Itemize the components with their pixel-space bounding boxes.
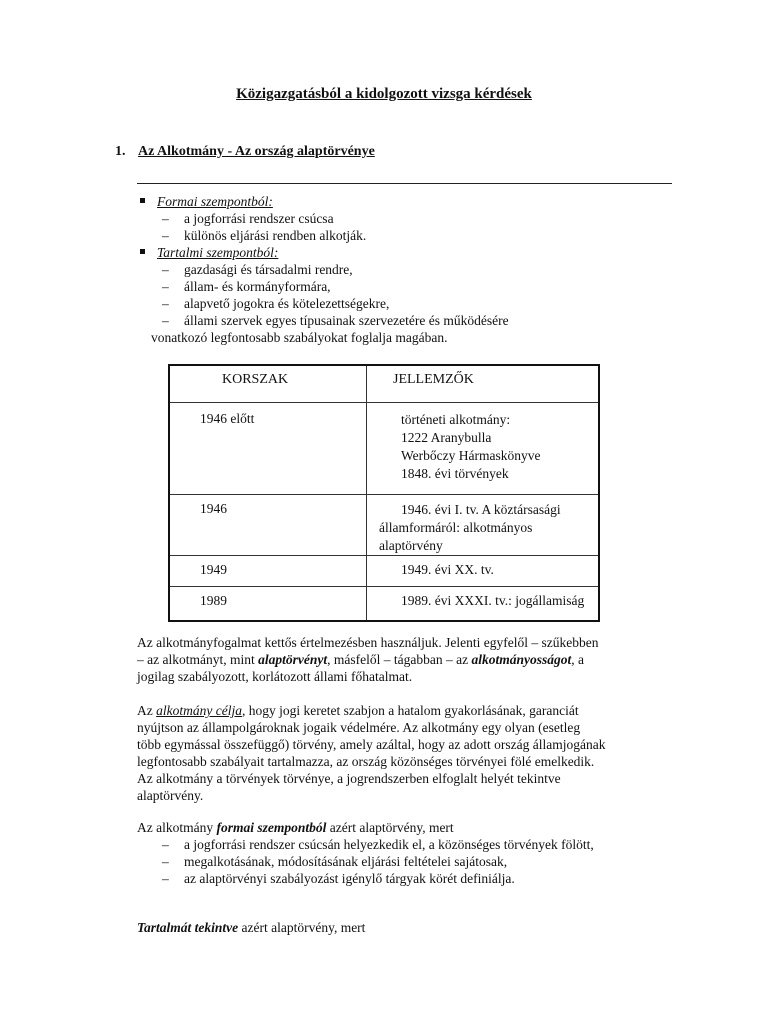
list-item: – a jogforrási rendszer csúcsa (162, 211, 334, 226)
table-cell-details: 1949. évi XX. tv. (367, 556, 600, 587)
bullet-marker (140, 198, 145, 203)
formal-label: Formai szempontból: (157, 194, 273, 209)
list-item: – különös eljárási rendben alkotják. (162, 228, 367, 243)
content-label: Tartalmi szempontból: (157, 245, 279, 260)
paragraph-content: Tartalmát tekintve azért alaptörvény, mert (137, 920, 366, 935)
period-table (168, 364, 600, 622)
table-header-korszak: KORSZAK (169, 365, 367, 403)
table-row (169, 495, 599, 556)
list-item: – alapvető jogokra és kötelezettségekre, (162, 296, 390, 311)
section-heading (115, 144, 375, 160)
table-cell-period: 1989 (169, 587, 367, 621)
table-cell-details: történeti alkotmány: 1222 Aranybulla Werbőczy Hármaskönyve 1848. évi törvények (367, 403, 600, 495)
paragraph-formal: Az alkotmány formai szempontból azért alaptörvény, mert (137, 820, 454, 835)
table-header-row (169, 365, 599, 403)
table-header-jellemzok: JELLEMZŐK (367, 365, 600, 403)
table-cell-period: 1946 (169, 495, 367, 556)
list-item: – állami szervek egyes típusainak szervezetére és működésére (162, 313, 509, 328)
list-item: – állam- és kormányformára, (162, 279, 331, 294)
table-cell-period: 1946 előtt (169, 403, 367, 495)
table-cell-period: 1949 (169, 556, 367, 587)
list-item: – megalkotásának, módosításának eljárási feltételei sajátosak, (162, 854, 508, 869)
list-item: – az alaptörvényi szabályozást igénylő tárgyak körét definiálja. (162, 871, 515, 886)
list-item: – a jogforrási rendszer csúcsán helyezkedik el, a közönséges törvények fölött, (162, 837, 594, 852)
list-continuation: vonatkozó legfontosabb szabályokat foglalja magában. (151, 330, 448, 345)
heading-divider (137, 183, 672, 184)
paragraph-definition: Az alkotmányfogalmat kettős értelmezésben használjuk. Jelenti egyfelől – szűkebben – az alkotmányt, mint alaptörvényt, másfelől – tágabban – az alkotmányosságot, a jogilag szabályozott, korlátozott állami főhatalmat. (137, 635, 599, 684)
table-row (169, 403, 599, 495)
section-number: 1. (115, 144, 126, 159)
table-row (169, 587, 599, 621)
page-title: Közigazgatásból a kidolgozott vizsga kérdések (236, 86, 532, 102)
table-cell-details: 1989. évi XXXI. tv.: jogállamiság (367, 587, 600, 621)
section-heading-text: Az Alkotmány - Az ország alaptörvénye (138, 144, 375, 159)
paragraph-purpose: Az alkotmány célja, hogy jogi keretet szabjon a hatalom gyakorlásának, garanciát nyújtson az állampolgároknak jogaik védelmére. Az alkotmány egy olyan (esetleg több egymással összefüggő) törvény, amely azáltal, hogy az adott ország államjogának legfontosabb szabályait tartalmazza, az ország közönséges törvényei fölé emelkedik. Az alkotmány a törvények törvénye, a jogrendszerben elfoglalt helyét tekintve alaptörvény. (137, 703, 606, 803)
table-row (169, 556, 599, 587)
table-cell-details: 1946. évi I. tv. A köztársasági államformáról: alkotmányos alaptörvény (367, 495, 600, 556)
list-item: – gazdasági és társadalmi rendre, (162, 262, 353, 277)
bullet-marker (140, 249, 145, 254)
